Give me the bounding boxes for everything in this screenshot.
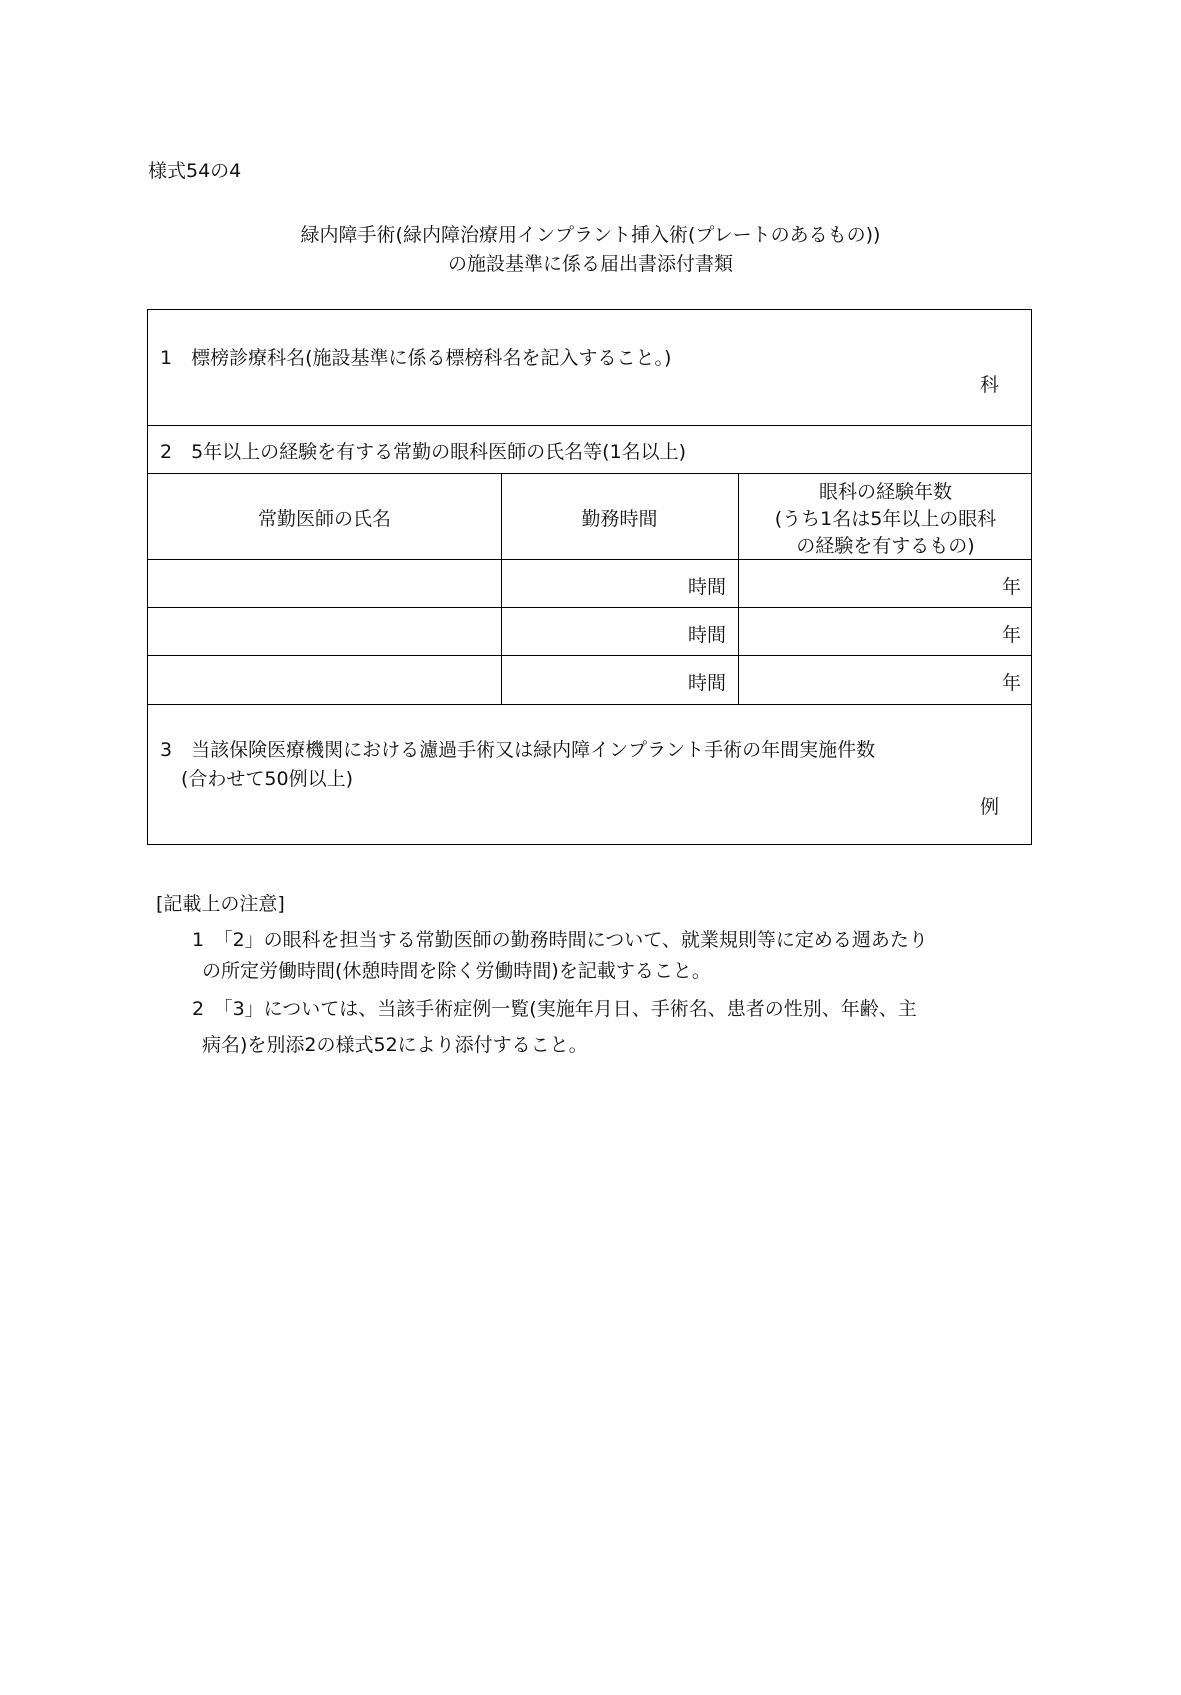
years-unit: 年 xyxy=(1001,672,1021,694)
header-working-hours: 勤務時間 xyxy=(581,508,658,530)
divider xyxy=(148,704,1031,705)
divider xyxy=(148,425,1031,426)
form-number: 様式54の4 xyxy=(148,160,242,182)
note-1-line2: の所定労働時間(休憩時間を除く労働時間)を記載すること。 xyxy=(202,960,711,982)
section2-label: 2 5年以上の経験を有する常勤の眼科医師の氏名等(1名以上) xyxy=(160,441,687,463)
hours-unit: 時間 xyxy=(687,624,726,646)
document-title-line1: 緑内障手術(緑内障治療用インプラント挿入術(プレートのあるもの)) xyxy=(300,224,881,246)
years-unit: 年 xyxy=(1001,624,1021,646)
header-experience-years: 眼科の経験年数 xyxy=(818,481,952,503)
header-experience-note1: (うち1名は5年以上の眼科 xyxy=(774,508,997,530)
application-form-table xyxy=(147,309,1032,845)
section3-sublabel: (合わせて50例以上) xyxy=(181,768,354,790)
note-1-line1: 1 「2」の眼科を担当する常勤医師の勤務時間について、就業規則等に定める週あたり xyxy=(192,929,928,951)
section3-label: 3 当該保険医療機関における濾過手術又は緑内障インプラント手術の年間実施件数 xyxy=(160,739,876,761)
divider xyxy=(148,559,1031,560)
section1-label: 1 標榜診療科名(施設基準に係る標榜科名を記入すること。) xyxy=(160,347,672,369)
note-2-line2: 病名)を別添2の様式52により添付すること。 xyxy=(202,1034,588,1056)
hours-unit: 時間 xyxy=(687,672,726,694)
document-title-line2: の施設基準に係る届出書添付書類 xyxy=(447,253,733,275)
header-doctor-name: 常勤医師の氏名 xyxy=(257,508,391,530)
hours-unit: 時間 xyxy=(687,576,726,598)
divider xyxy=(148,655,1031,656)
note-2-line1: 2 「3」については、当該手術症例一覧(実施年月日、手術名、患者の性別、年齢、主 xyxy=(192,998,917,1020)
years-unit: 年 xyxy=(1001,576,1021,598)
notes-title: [記載上の注意] xyxy=(156,893,285,915)
divider xyxy=(148,473,1031,474)
divider xyxy=(148,607,1031,608)
section3-unit: 例 xyxy=(979,796,999,818)
header-experience-note2: の経験を有するもの) xyxy=(796,535,975,557)
section1-unit: 科 xyxy=(979,374,999,396)
